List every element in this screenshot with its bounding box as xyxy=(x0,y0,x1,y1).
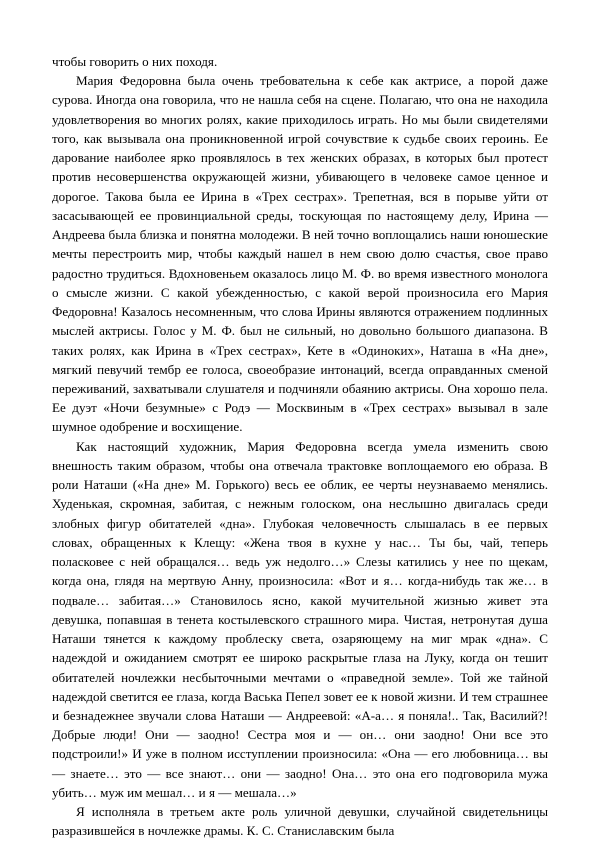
paragraph-continuation: чтобы говорить о них походя. xyxy=(52,54,218,69)
paragraph-ya-ispolnyala: Я исполняла в третьем акте роль уличной девушки, случайной свидетельницы разразившейся в ночлежке драмы. К. С. Станиславским была xyxy=(52,804,548,839)
paragraph-nastoyashchiy-khudozhnik: Как настоящий художник, Мария Федоровна всегда умела изменить свою внешность таким образом, чтобы она отвечала трактовке воплощаемого ею образа. В роли Наташи («На дне» М. Горького) весь ее облик, ее черты неузнаваемо менялись. Худенькая, скромная, забитая, с нежным голоском, она неслышно двигалась среди злобных фигур обитателей «дна». Глубокая человечность слышалась в ее первых словах, обращенных к Клещу: «Жена твоя в кухне у нас… Ты бы, чай, теперь поласковее с ней обращался… ведь уж недолго…» Слезы катились у нее по щекам, когда она, глядя на мертвую Анну, произносила: «Вот и я… когда-нибудь так же… в подвале… забитая…» Становилось ясно, какой мучительной жизнью живет эта девушка, попавшая в тенета костылевского страшного мира. Чистая, нетронутая душа Наташи тянется к каждому проблеску света, озаряющему на миг мрак «дна». С надеждой и ожиданием смотрят ее широко раскрытые глаза на Луку, когда он тешит обитателей ночлежки несбыточными мечтами о «праведной земле». Той же тайной надеждой светится ее глаза, когда Васька Пепел зовет ее к новой жизни. И тем страшнее и безнадежнее звучали слова Наташи — Андреевой: «А-а… я поняла!.. Так, Василий?! Добрые люди! Они — заодно! Сестра моя и — он… они заодно! Они все это подстроили!» И уже в полном исступлении произносила: «Она — его любовница… вы — знаете… это — все знают… они — заодно! Она… это она его подговорила мужа убить… муж им мешал… и я — мешала…» xyxy=(52,438,548,800)
document-body xyxy=(52,52,548,841)
paragraph-maria-fedorovna: Мария Федоровна была очень требовательна к себе как актрисе, а порой даже сурова. Иногда она говорила, что не нашла себя на сцене. Полагаю, что она не находила удовлетворения во многих ролях, какие приходилось играть. Но мы были свидетелями того, как вызывала она проникновенной игрой сочувствие к судьбе своих героинь. Ее дарование наиболее ярко проявлялось в тех женских образах, в которых был протест против несовершенства окружающей жизни, убивающего в человеке самое ценное и дорогое. Такова была ее Ирина в «Трех сестрах». Трепетная, вся в порыве уйти от засасывающей ее провинциальной среды, тоскующая по настоящему делу, Ирина — Андреева была близка и понятна молодежи. В ней точно воплощались наши юношеские мечты перестроить мир, чтобы каждый нашел в нем свою долю счастья, свое право радостно трудиться. Вдохновеньем оказалось лицо М. Ф. во время известного монолога о смысле жизни. С какой убежденностью, с какой верой произносила его Мария Федоровна! Казалось несомненным, что слова Ирины являются отражением подлинных мыслей актрисы. Голос у М. Ф. был не сильный, но довольно большого диапазона. В таких ролях, как Ирина в «Трех сестрах», Кете в «Одиноких», Наташа в «На дне», мягкий певучий тембр ее голоса, своеобразие интонаций, всегда оправданных сменой переживаний, захватывали слушателя и подчиняли обаянию актрисы. Она хорошо пела. Ее дуэт «Ночи безумные» с Родэ — Москвиным в «Трех сестрах» вызывал в зале шумное одобрение и восхищение. xyxy=(52,73,548,435)
